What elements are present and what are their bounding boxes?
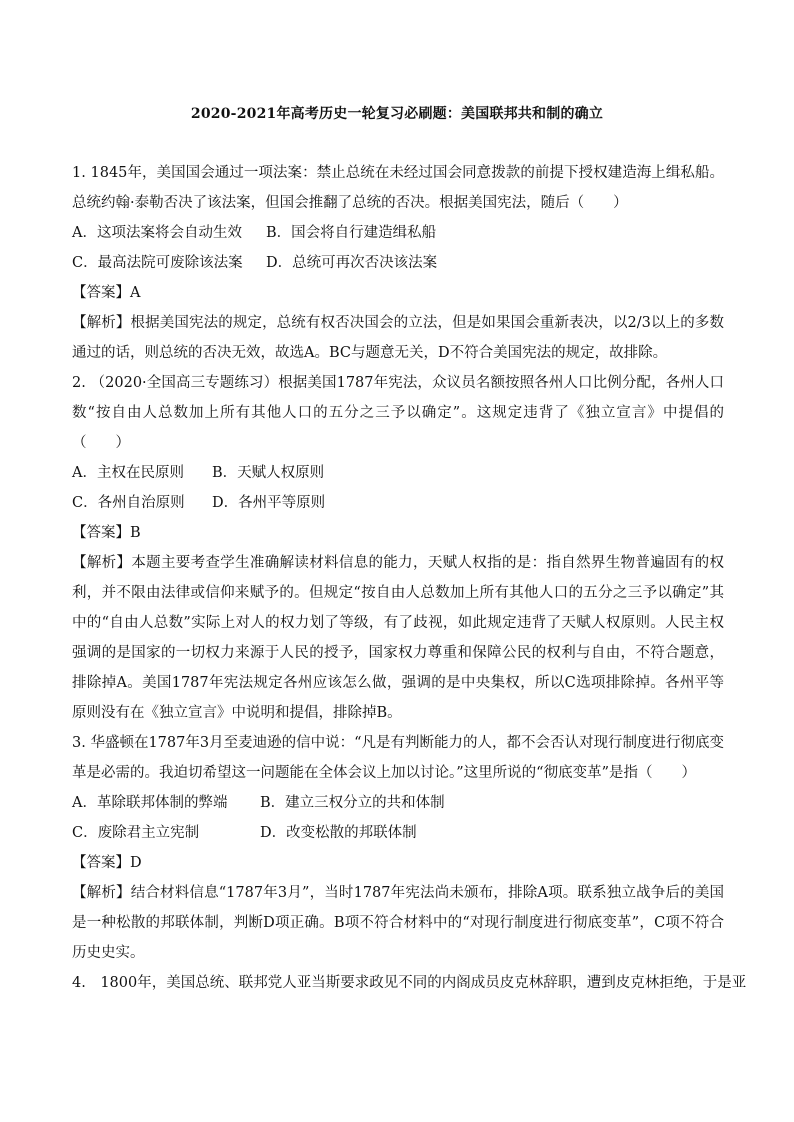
answer-label: 【答案】 (72, 525, 130, 541)
question-1-option-c: C．最高法院可废除该法案 (72, 255, 243, 271)
analysis-label: 【解析】 (72, 315, 131, 331)
question-3-options-row-2 (72, 818, 724, 848)
question-1-analysis (72, 308, 724, 368)
question-1-options-row-1 (72, 218, 724, 248)
analysis-text: 结合材料信息“1787年3月”，当时1787年宪法尚未颁布，排除A项。联系独立战争后的美国是一种松散的邦联体制，判断D项正确。B项不符合材料中的“对现行制度进行彻底变革”，C项不符合历史史实。 (72, 885, 724, 961)
question-2-options-row-1 (72, 458, 724, 488)
question-3-option-a: A．革除联邦体制的弊端 (72, 795, 228, 811)
question-3-answer (72, 848, 724, 878)
answer-label: 【答案】 (72, 855, 130, 871)
question-3-options-row-1 (72, 788, 724, 818)
analysis-label: 【解析】 (72, 555, 132, 571)
question-3-option-d: D．改变松散的邦联体制 (260, 825, 417, 841)
question-2-option-b: B．天赋人权原则 (212, 465, 325, 481)
question-3-option-c: C．废除君主立宪制 (72, 825, 200, 841)
question-3 (72, 728, 724, 968)
answer-value: D (130, 855, 142, 871)
question-4-stem: 4. 1800年，美国总统、联邦党人亚当斯要求政见不同的内阁成员皮克林辞职，遭到皮克林拒绝，于是亚 (72, 975, 747, 991)
question-2-option-d: D．各州平等原则 (212, 495, 326, 511)
question-1-option-a: A．这项法案将会自动生效 (72, 225, 242, 241)
answer-value: B (130, 525, 141, 541)
document-title: 2020-2021年高考历史一轮复习必刷题：美国联邦共和制的确立 (190, 106, 604, 122)
question-1-options-row-2 (72, 248, 724, 278)
question-1-option-b: B．国会将自行建造缉私船 (266, 225, 437, 241)
question-1-answer (72, 278, 724, 308)
question-4 (72, 968, 747, 998)
document-body (72, 158, 747, 998)
question-1-option-d: D．总统可再次否决该法案 (266, 255, 438, 271)
question-3-option-b: B．建立三权分立的共和体制 (260, 795, 445, 811)
analysis-text: 本题主要考查学生准确解读材料信息的能力，天赋人权指的是：指自然界生物普遍固有的权利，并不限由法律或信仰来赋予的。但规定“按自由人总数加上所有其他人口的五分之三予以确定”其中的“自由人总数”实际上对人的权力划了等级，有了歧视，如此规定违背了天赋人权原则。人民主权强调的是国家的一切权力来源于人民的授予，国家权力尊重和保障公民的权利与自由，不符合题意，排除掉A。美国1787年宪法规定各州应该怎么做，强调的是中央集权，所以C选项排除掉。各州平等原则没有在《独立宣言》中说明和提倡，排除掉B。 (72, 555, 725, 721)
answer-label: 【答案】 (72, 285, 130, 301)
analysis-text: 根据美国宪法的规定，总统有权否决国会的立法，但是如果国会重新表决，以2/3以上的多数通过的话，则总统的否决无效，故选A。BC与题意无关，D不符合美国宪法的规定，故排除。 (72, 315, 724, 361)
answer-value: A (130, 285, 141, 301)
question-2-answer (72, 518, 724, 548)
question-1-stem: 1. 1845年，美国国会通过一项法案：禁止总统在未经过国会同意拨款的前提下授权建造海上缉私船。总统约翰·泰勒否决了该法案，但国会推翻了总统的否决。根据美国宪法，随后（ ） (72, 165, 724, 211)
analysis-label: 【解析】 (72, 885, 131, 901)
question-2-option-a: A．主权在民原则 (72, 465, 184, 481)
question-1 (72, 158, 724, 368)
question-3-stem: 3. 华盛顿在1787年3月至麦迪逊的信中说：“凡是有判断能力的人，都不会否认对现行制度进行彻底变革是必需的。我迫切希望这一问题能在全体会议上加以讨论。”这里所说的“彻底变革”是指（ ） (72, 735, 724, 781)
question-2-analysis (72, 548, 724, 728)
question-2 (72, 368, 724, 728)
question-2-options-row-2 (72, 488, 724, 518)
question-3-analysis (72, 878, 724, 968)
question-2-option-c: C．各州自治原则 (72, 495, 185, 511)
question-2-stem: 2. （2020·全国高三专题练习）根据美国1787年宪法，众议员名额按照各州人口比例分配，各州人口数“按自由人总数加上所有其他人口的五分之三予以确定”。这规定违背了《独立宣言》中提倡的（ ） (72, 375, 724, 451)
